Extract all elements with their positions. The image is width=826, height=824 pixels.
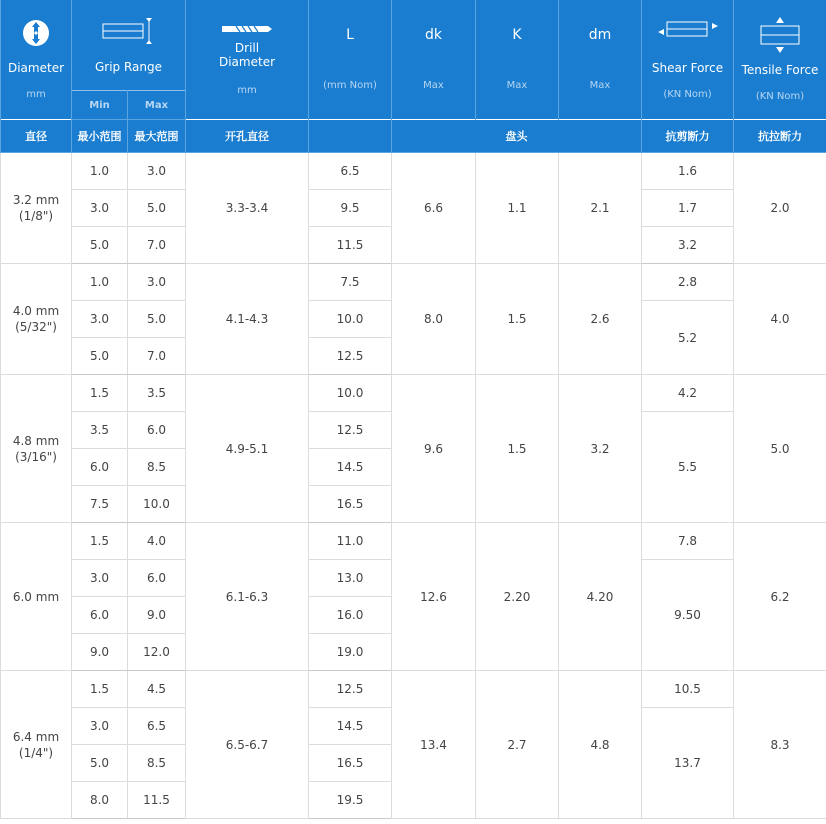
header-shear-unit: (KN Nom) <box>663 89 712 100</box>
dk-cell: 13.4 <box>392 671 476 819</box>
length-cell: 7.5 <box>309 264 392 301</box>
header-drill-unit: mm <box>237 85 257 96</box>
header-l-title: L <box>346 27 354 43</box>
grip-max-cell: 3.0 <box>128 264 186 301</box>
header-k-title: K <box>512 27 522 43</box>
header-diameter-unit: mm <box>26 89 46 100</box>
grip-min-cell: 1.5 <box>72 375 128 412</box>
grip-max-cell: 9.0 <box>128 597 186 634</box>
length-cell: 12.5 <box>309 338 392 375</box>
grip-min-cell: 5.0 <box>72 745 128 782</box>
table-row <box>1 153 826 190</box>
drill-bit-icon <box>222 23 272 35</box>
table-row <box>1 671 826 708</box>
table-row <box>1 264 826 301</box>
diameter-cell <box>1 671 72 819</box>
header-dm-sub: Max <box>589 80 611 91</box>
grip-min-cell: 3.0 <box>72 560 128 597</box>
diameter-inch: (5/32") <box>15 320 57 334</box>
dk-cell: 9.6 <box>392 375 476 523</box>
length-cell: 16.5 <box>309 745 392 782</box>
grip-min-cell: 3.0 <box>72 301 128 338</box>
shear-cell: 13.7 <box>642 708 734 819</box>
grip-max-cell: 4.0 <box>128 523 186 560</box>
header-drill-title-1: Drill <box>234 41 260 55</box>
grip-min-cell: 1.0 <box>72 153 128 190</box>
grip-max-cell: 7.0 <box>128 227 186 264</box>
rivet-diameter-icon <box>22 19 50 47</box>
length-cell: 19.0 <box>309 634 392 671</box>
tensile-cell: 2.0 <box>734 153 826 264</box>
header-k <box>476 0 559 120</box>
grip-max-cell: 8.5 <box>128 745 186 782</box>
shear-cell: 10.5 <box>642 671 734 708</box>
drill-cell: 4.9-5.1 <box>186 375 309 523</box>
grip-min-cell: 6.0 <box>72 449 128 486</box>
grip-max-cell: 4.5 <box>128 671 186 708</box>
length-cell: 16.0 <box>309 597 392 634</box>
dm-cell: 4.8 <box>559 671 642 819</box>
dm-cell: 3.2 <box>559 375 642 523</box>
table-row <box>1 375 826 412</box>
grip-range-icon <box>99 16 159 46</box>
grip-max-cell: 6.0 <box>128 412 186 449</box>
header-grip-max-zh: 最大范围 <box>128 120 186 153</box>
length-cell: 14.5 <box>309 449 392 486</box>
grip-min-cell: 1.0 <box>72 264 128 301</box>
header-shear-force <box>642 0 734 120</box>
header-drill-title-2: Diameter <box>218 55 276 69</box>
length-cell: 12.5 <box>309 671 392 708</box>
length-cell: 11.0 <box>309 523 392 560</box>
header-drill-zh: 开孔直径 <box>186 120 309 153</box>
header-diameter-zh: 直径 <box>1 120 72 153</box>
shear-cell: 9.50 <box>642 560 734 671</box>
grip-min-cell: 3.5 <box>72 412 128 449</box>
grip-max-cell: 10.0 <box>128 486 186 523</box>
header-grip-min: Min <box>72 91 128 120</box>
grip-max-cell: 8.5 <box>128 449 186 486</box>
drill-cell: 6.5-6.7 <box>186 671 309 819</box>
grip-min-cell: 3.0 <box>72 190 128 227</box>
diameter-cell <box>1 264 72 375</box>
tensile-cell: 4.0 <box>734 264 826 375</box>
dm-cell: 4.20 <box>559 523 642 671</box>
header-dm-title: dm <box>588 27 612 43</box>
length-cell: 10.0 <box>309 301 392 338</box>
header-k-sub: Max <box>506 80 528 91</box>
grip-max-cell: 3.0 <box>128 153 186 190</box>
shear-cell: 5.2 <box>642 301 734 375</box>
diameter-value: 4.8 mm <box>12 433 60 448</box>
header-diameter <box>1 0 72 120</box>
dk-cell: 6.6 <box>392 153 476 264</box>
length-cell: 10.0 <box>309 375 392 412</box>
length-cell: 14.5 <box>309 708 392 745</box>
length-cell: 9.5 <box>309 190 392 227</box>
grip-min-cell: 3.0 <box>72 708 128 745</box>
drill-cell: 3.3-3.4 <box>186 153 309 264</box>
length-cell: 19.5 <box>309 782 392 819</box>
diameter-inch: (1/8") <box>18 209 54 223</box>
header-l-zh <box>309 120 392 153</box>
dk-cell: 12.6 <box>392 523 476 671</box>
spec-table-body <box>1 153 826 819</box>
diameter-inch: (1/4") <box>18 745 54 760</box>
header-dm <box>559 0 642 120</box>
diameter-cell <box>1 153 72 264</box>
grip-max-cell: 5.0 <box>128 190 186 227</box>
diameter-cell <box>1 375 72 523</box>
diameter-cell <box>1 523 72 671</box>
k-cell: 2.7 <box>476 671 559 819</box>
header-shear-title: Shear Force <box>651 61 724 75</box>
dm-cell: 2.6 <box>559 264 642 375</box>
header-grip-range-title: Grip Range <box>94 60 163 74</box>
tensile-cell: 8.3 <box>734 671 826 819</box>
header-grip-max: Max <box>128 91 186 120</box>
grip-min-cell: 6.0 <box>72 597 128 634</box>
k-cell: 1.5 <box>476 375 559 523</box>
grip-max-cell: 5.0 <box>128 301 186 338</box>
grip-min-cell: 8.0 <box>72 782 128 819</box>
header-tensile-title: Tensile Force <box>741 63 819 77</box>
shear-cell: 5.5 <box>642 412 734 523</box>
header-shear-zh: 抗剪断力 <box>642 120 734 153</box>
diameter-inch: (3/16") <box>15 449 57 464</box>
header-tensile-zh: 抗拉断力 <box>734 120 826 153</box>
header-drill-diameter <box>186 0 309 120</box>
grip-max-cell: 6.0 <box>128 560 186 597</box>
grip-min-cell: 1.5 <box>72 523 128 560</box>
grip-min-cell: 5.0 <box>72 338 128 375</box>
grip-max-cell: 7.0 <box>128 338 186 375</box>
length-cell: 6.5 <box>309 153 392 190</box>
header-diameter-title: Diameter <box>7 61 65 75</box>
header-l <box>309 0 392 120</box>
dm-cell: 2.1 <box>559 153 642 264</box>
grip-max-cell: 6.5 <box>128 708 186 745</box>
k-cell: 1.1 <box>476 153 559 264</box>
shear-cell: 1.7 <box>642 190 734 227</box>
length-cell: 11.5 <box>309 227 392 264</box>
header-dk-title: dk <box>425 27 442 43</box>
k-cell: 2.20 <box>476 523 559 671</box>
grip-min-cell: 9.0 <box>72 634 128 671</box>
shear-force-icon <box>657 19 719 41</box>
grip-max-cell: 12.0 <box>128 634 186 671</box>
length-cell: 12.5 <box>309 412 392 449</box>
header-grip-min-zh: 最小范围 <box>72 120 128 153</box>
shear-cell: 2.8 <box>642 264 734 301</box>
shear-cell: 1.6 <box>642 153 734 190</box>
drill-cell: 6.1-6.3 <box>186 523 309 671</box>
header-head-zh: 盘头 <box>392 120 642 153</box>
diameter-value: 4.0 mm <box>12 304 60 318</box>
diameter-value: 6.4 mm <box>12 729 60 744</box>
length-cell: 13.0 <box>309 560 392 597</box>
table-row <box>1 523 826 560</box>
tensile-cell: 6.2 <box>734 523 826 671</box>
header-tensile-force <box>734 0 826 120</box>
grip-min-cell: 5.0 <box>72 227 128 264</box>
diameter-value: 6.0 mm <box>12 589 60 604</box>
drill-cell: 4.1-4.3 <box>186 264 309 375</box>
shear-cell: 7.8 <box>642 523 734 560</box>
header-dk <box>392 0 476 120</box>
header-tensile-unit: (KN Nom) <box>755 91 805 102</box>
shear-cell: 3.2 <box>642 227 734 264</box>
shear-cell: 4.2 <box>642 375 734 412</box>
length-cell: 16.5 <box>309 486 392 523</box>
grip-min-cell: 1.5 <box>72 671 128 708</box>
k-cell: 1.5 <box>476 264 559 375</box>
grip-max-cell: 11.5 <box>128 782 186 819</box>
grip-max-cell: 3.5 <box>128 375 186 412</box>
tensile-cell: 5.0 <box>734 375 826 523</box>
header-dk-sub: Max <box>423 80 444 91</box>
grip-min-cell: 7.5 <box>72 486 128 523</box>
tensile-force-icon <box>759 17 801 53</box>
header-grip-range <box>72 0 186 91</box>
header-l-unit: (mm Nom) <box>323 80 377 91</box>
diameter-value: 3.2 mm <box>12 193 60 207</box>
dk-cell: 8.0 <box>392 264 476 375</box>
